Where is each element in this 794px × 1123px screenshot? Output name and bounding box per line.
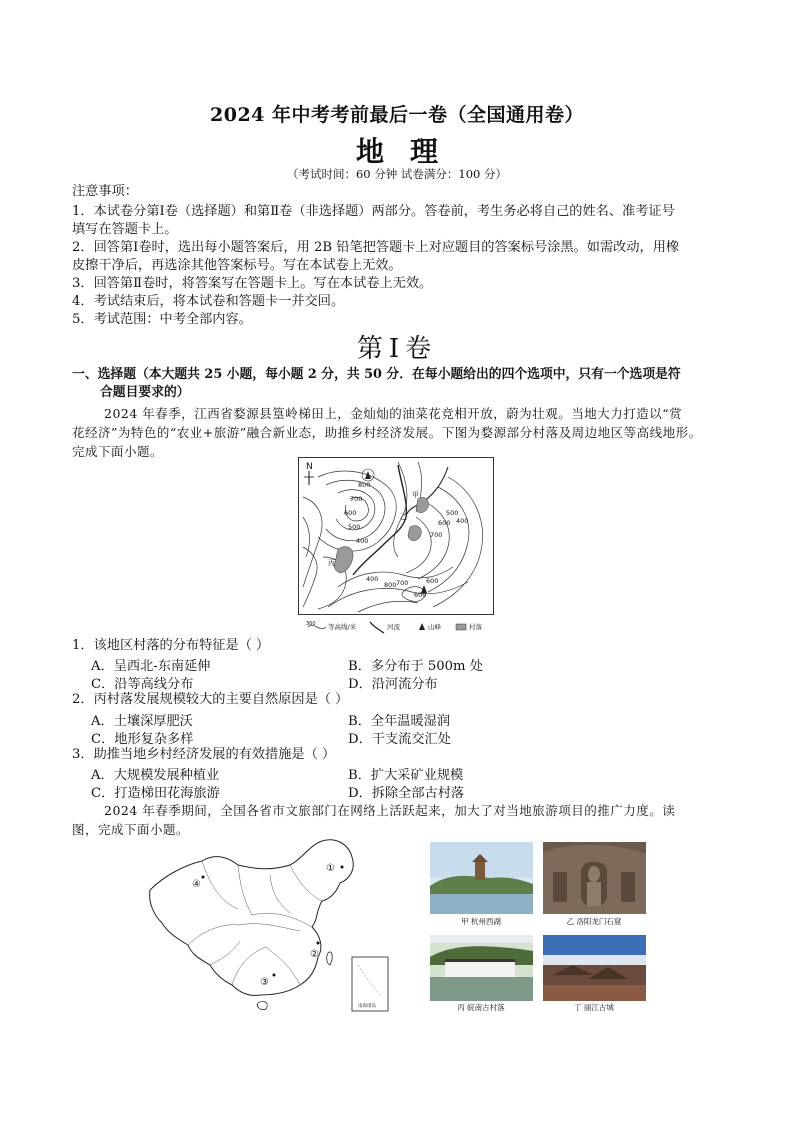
svg-text:600: 600 bbox=[426, 577, 439, 585]
photo-lijiang-old-town bbox=[543, 935, 646, 1001]
marker-4: ④ bbox=[192, 879, 201, 890]
notes-item: 4．考试结束后，将本试卷和答题卡一并交回。 bbox=[72, 294, 345, 309]
question-stem: 1．该地区村落的分布特征是（ ） bbox=[72, 638, 270, 653]
option-c[interactable]: C．沿等高线分布 bbox=[91, 677, 194, 692]
legend-river: 河流 bbox=[387, 623, 400, 631]
svg-text:700: 700 bbox=[430, 531, 443, 539]
photo-caption: 丁 丽江古城 bbox=[574, 1003, 614, 1012]
village-jia-label: 甲 bbox=[412, 491, 419, 499]
option-a[interactable]: A．土壤深厚肥沃 bbox=[91, 714, 193, 729]
legend-contour: 等高线/米 bbox=[328, 623, 357, 631]
svg-text:600: 600 bbox=[344, 509, 357, 517]
marker-3: ③ bbox=[260, 977, 269, 988]
option-a[interactable]: A．呈西北-东南延伸 bbox=[91, 659, 211, 674]
subject-title: 地理 bbox=[355, 135, 464, 168]
part-heading: 一、选择题（本大题共 25 小题，每小题 2 分，共 50 分．在每小题给出的四个选项中，只有一个选项是符 bbox=[72, 367, 681, 382]
option-b[interactable]: B．多分布于 500m 处 bbox=[348, 659, 483, 674]
photo-hangzhou-west-lake bbox=[430, 842, 533, 914]
passage-line: 2024 年春季期间，全国各省市文旅部门在网络上活跃起来，加大了对当地旅游项目的推广力度。读 bbox=[104, 803, 676, 818]
notes-item: 填写在答题卡上。 bbox=[72, 222, 178, 237]
svg-text:800: 800 bbox=[358, 481, 371, 489]
svg-text:800: 800 bbox=[384, 581, 397, 589]
svg-text:500: 500 bbox=[446, 509, 459, 517]
part-heading-cont: 合题目要求的） bbox=[100, 385, 190, 400]
option-b[interactable]: B．全年温暖湿润 bbox=[348, 714, 451, 729]
notes-heading: 注意事项： bbox=[72, 184, 138, 199]
village-bing-label: 丙 bbox=[328, 559, 335, 567]
notes-item: 1．本试卷分第Ⅰ卷（选择题）和第Ⅱ卷（非选择题）两部分。答卷前，考生务必将自己的姓名、准考证号 bbox=[72, 204, 675, 219]
option-c[interactable]: C．地形复杂多样 bbox=[91, 732, 194, 747]
passage-line: 完成下面小题。 bbox=[72, 444, 164, 459]
photo-wannan-village bbox=[430, 935, 533, 1001]
legend-peak: 山峰 bbox=[428, 623, 441, 631]
svg-text:700: 700 bbox=[396, 579, 409, 587]
photo-caption: 甲 杭州西湖 bbox=[461, 917, 501, 926]
passage-line: 花经济”为特色的“农业+旅游”融合新业态，助推乡村经济发展。下图为婺源部分村落及周边地区等高线地形。 bbox=[72, 425, 702, 440]
notes-item: 5．考试范围：中考全部内容。 bbox=[72, 312, 252, 327]
passage-line: 图，完成下面小题。 bbox=[72, 822, 190, 837]
china-map bbox=[140, 835, 395, 1015]
north-label: N bbox=[306, 462, 313, 472]
notes-item: 3．回答第Ⅱ卷时，将答案写在答题卡上。写在本试卷上无效。 bbox=[72, 276, 433, 291]
marker-2: ② bbox=[310, 949, 319, 960]
svg-text:700: 700 bbox=[350, 495, 363, 503]
photo-caption: 丙 皖南古村落 bbox=[457, 1003, 505, 1012]
notes-item: 皮擦干净后，再选涂其他答案标号。写在本试卷上无效。 bbox=[72, 258, 402, 273]
svg-text:500: 500 bbox=[348, 523, 361, 531]
contour-map bbox=[298, 457, 494, 637]
option-b[interactable]: B．扩大采矿业规模 bbox=[348, 768, 464, 783]
exam-title: 2024 年中考考前最后一卷（全国通用卷） bbox=[210, 104, 584, 126]
option-d[interactable]: D．拆除全部古村落 bbox=[348, 786, 465, 801]
svg-text:600: 600 bbox=[414, 591, 427, 599]
inset-label: 南海诸岛 bbox=[358, 1004, 376, 1009]
photo-caption: 乙 洛阳龙门石窟 bbox=[566, 917, 622, 926]
option-a[interactable]: A．大规模发展种植业 bbox=[91, 768, 220, 783]
svg-text:400: 400 bbox=[356, 537, 369, 545]
notes-item: 2．回答第Ⅰ卷时，选出每小题答案后，用 2B 铅笔把答题卡上对应题目的答案标号涂黑。如需改动，用橡 bbox=[72, 240, 680, 255]
legend-village: 村落 bbox=[469, 623, 482, 631]
photo-longmen-grottoes bbox=[543, 842, 646, 914]
svg-text:600: 600 bbox=[438, 519, 451, 527]
passage-line: 2024 年春季，江西省婺源县篁岭梯田上，金灿灿的油菜花竞相开放，蔚为壮观。当地大力打造以“赏 bbox=[104, 406, 683, 421]
village-yi-label: 乙 bbox=[400, 513, 407, 521]
option-d[interactable]: D．沿河流分布 bbox=[348, 677, 438, 692]
question-stem: 3．助推当地乡村经济发展的有效措施是（ ） bbox=[72, 747, 336, 762]
svg-text:300: 300 bbox=[306, 621, 316, 627]
svg-text:400: 400 bbox=[366, 575, 379, 583]
option-d[interactable]: D．干支流交汇处 bbox=[348, 732, 451, 747]
section-title: 第Ⅰ卷 bbox=[356, 334, 438, 364]
option-c[interactable]: C．打造梯田花海旅游 bbox=[91, 786, 220, 801]
marker-1: ① bbox=[326, 863, 335, 874]
question-stem: 2．丙村落发展规模较大的主要自然原因是（ ） bbox=[72, 692, 349, 707]
exam-info: （考试时间：60 分钟 试卷满分：100 分） bbox=[286, 167, 508, 181]
svg-text:400: 400 bbox=[456, 517, 469, 525]
